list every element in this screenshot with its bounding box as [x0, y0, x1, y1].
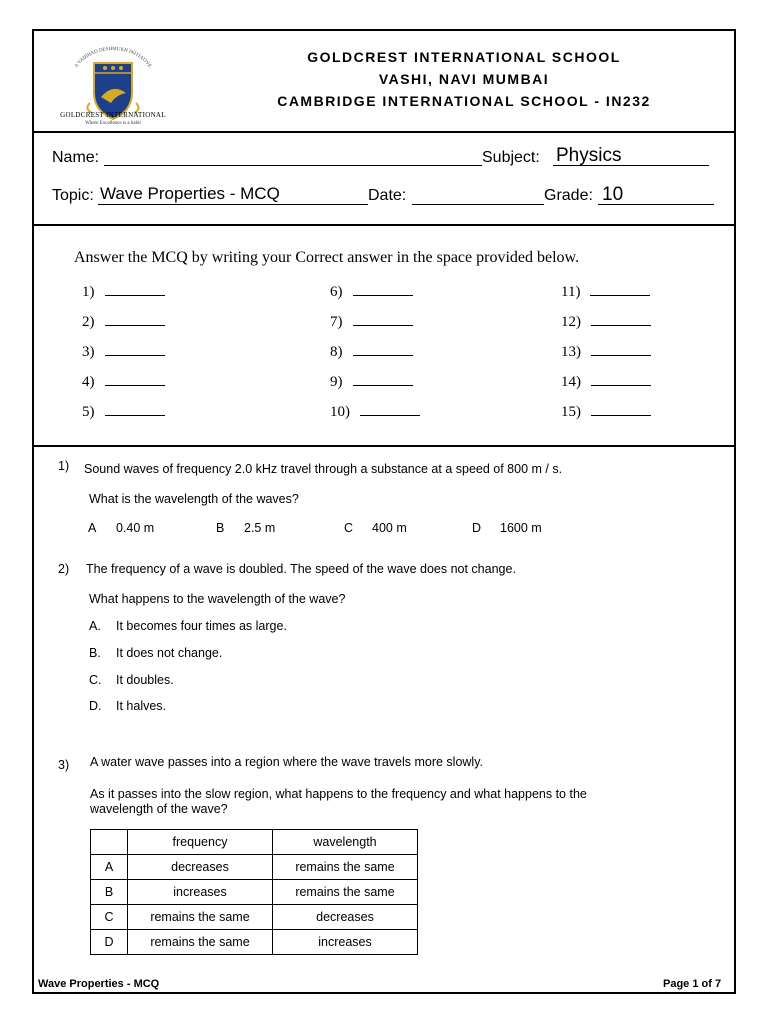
answer-slot[interactable]: [561, 313, 651, 331]
option-letter: C: [344, 521, 354, 535]
table-cell: increases: [128, 880, 273, 905]
answer-blank[interactable]: [591, 373, 651, 386]
topic-field[interactable]: [98, 204, 368, 205]
topic-value: Wave Properties - MCQ: [100, 184, 280, 203]
grade-label: Grade:: [544, 187, 593, 204]
answer-blank[interactable]: [353, 373, 413, 386]
answer-slot[interactable]: [330, 283, 413, 301]
footer-page-number: Page 1 of 7: [663, 978, 722, 990]
answers-divider: [34, 445, 734, 447]
answer-number: 3): [82, 344, 95, 360]
question-3-text: A water wave passes into a region where the wave travels more slowly.: [90, 755, 484, 769]
subject-value: Physics: [556, 145, 622, 166]
name-field[interactable]: [104, 165, 482, 166]
answer-number: 9): [330, 374, 343, 390]
question-2-number: 2): [58, 562, 70, 576]
answer-number: 6): [330, 284, 343, 300]
table-cell: remains the same: [128, 905, 273, 930]
table-cell: A: [91, 855, 128, 880]
fields-divider: [34, 224, 734, 226]
option-letter: A.: [89, 619, 101, 633]
school-name: GOLDCREST INTERNATIONAL SCHOOL: [307, 49, 621, 65]
answer-blank[interactable]: [353, 343, 413, 356]
table-cell: decreases: [128, 855, 273, 880]
svg-text:A VAIBHAO DESHMUKH INITIATIVE: A VAIBHAO DESHMUKH INITIATIVE: [74, 46, 152, 69]
table-cell: remains the same: [273, 855, 418, 880]
answer-blank[interactable]: [105, 283, 165, 296]
answer-slot[interactable]: [82, 403, 165, 421]
option-text: It doubles.: [116, 673, 174, 687]
table-cell: decreases: [273, 905, 418, 930]
page-frame: [32, 29, 736, 994]
answer-blank[interactable]: [591, 313, 651, 326]
table-cell: D: [91, 930, 128, 955]
answer-number: 5): [82, 404, 95, 420]
option-text: It does not change.: [116, 646, 223, 660]
answer-number: 2): [82, 314, 95, 330]
answer-number: 11): [561, 284, 581, 300]
table-header-cell: frequency: [128, 830, 273, 855]
grade-value: 10: [602, 184, 624, 205]
answer-slot[interactable]: [561, 403, 651, 421]
table-cell: B: [91, 880, 128, 905]
answer-slot[interactable]: [330, 403, 420, 421]
table-header-row: [91, 830, 418, 855]
option-text: 0.40 m: [116, 521, 155, 535]
answer-number: 4): [82, 374, 95, 390]
date-field[interactable]: [412, 204, 544, 205]
table-cell: remains the same: [273, 880, 418, 905]
answer-number: 15): [561, 404, 581, 420]
logo-tagline: Where Excellence is a habit: [85, 121, 141, 126]
question-3-subtext-2: wavelength of the wave?: [90, 802, 228, 816]
option-text: It becomes four times as large.: [116, 619, 287, 633]
table-row: [91, 930, 418, 955]
answer-blank[interactable]: [105, 373, 165, 386]
answer-slot[interactable]: [330, 373, 413, 391]
answer-blank[interactable]: [105, 343, 165, 356]
question-1-subtext: What is the wavelength of the waves?: [89, 492, 299, 506]
table-row: [91, 855, 418, 880]
question-3-number: 3): [58, 758, 70, 772]
instructions: Answer the MCQ by writing your Correct answer in the space provided below.: [74, 249, 580, 266]
school-affiliation: CAMBRIDGE INTERNATIONAL SCHOOL - IN232: [277, 93, 651, 109]
question-1-text: Sound waves of frequency 2.0 kHz travel through a substance at a speed of 800 m / s.: [84, 462, 563, 476]
table-row: [91, 905, 418, 930]
option-text: 400 m: [372, 521, 407, 535]
answer-number: 8): [330, 344, 343, 360]
answer-slot[interactable]: [82, 343, 165, 361]
answer-number: 12): [561, 314, 581, 330]
answer-number: 10): [330, 404, 350, 420]
answer-blank[interactable]: [353, 283, 413, 296]
question-3-subtext-1: As it passes into the slow region, what happens to the frequency and what happens to the: [90, 787, 587, 801]
table-row: [91, 880, 418, 905]
answer-slot[interactable]: [561, 343, 651, 361]
table-cell: increases: [273, 930, 418, 955]
table-header-cell: wavelength: [273, 830, 418, 855]
question-2-text: The frequency of a wave is doubled. The speed of the wave does not change.: [86, 562, 516, 576]
table-cell: C: [91, 905, 128, 930]
answer-slot[interactable]: [82, 313, 165, 331]
answer-slot[interactable]: [82, 373, 165, 391]
topic-label: Topic:: [52, 187, 94, 204]
answer-slot[interactable]: [561, 283, 650, 301]
answer-number: 14): [561, 374, 581, 390]
question-3-table: [90, 829, 418, 955]
option-letter: D: [472, 521, 482, 535]
answer-slot[interactable]: [330, 343, 413, 361]
date-label: Date:: [368, 187, 407, 204]
option-letter: C.: [89, 673, 102, 687]
answer-slot[interactable]: [82, 283, 165, 301]
answer-slot[interactable]: [561, 373, 651, 391]
table-cell: remains the same: [128, 930, 273, 955]
school-location: VASHI, NAVI MUMBAI: [378, 71, 550, 87]
answer-number: 7): [330, 314, 343, 330]
answer-blank[interactable]: [590, 283, 650, 296]
question-1-number: 1): [58, 459, 70, 473]
table-header-cell: [91, 830, 128, 855]
footer-title: Wave Properties - MCQ: [38, 978, 160, 990]
option-letter: A: [88, 521, 97, 535]
answer-blank[interactable]: [353, 313, 413, 326]
answer-slot[interactable]: [330, 313, 413, 331]
subject-label: Subject:: [482, 149, 540, 166]
option-letter: B.: [89, 646, 101, 660]
answer-blank[interactable]: [105, 313, 165, 326]
option-letter: D.: [89, 699, 102, 713]
question-2-subtext: What happens to the wavelength of the wave?: [89, 592, 346, 606]
answer-number: 1): [82, 284, 95, 300]
answer-number: 13): [561, 344, 581, 360]
answer-blank[interactable]: [591, 403, 651, 416]
option-text: 1600 m: [500, 521, 542, 535]
option-letter: B: [216, 521, 225, 535]
logo-name: GOLDCREST INTERNATIONAL: [60, 111, 166, 119]
option-text: It halves.: [116, 699, 167, 713]
header-divider: [34, 131, 734, 133]
answer-blank[interactable]: [105, 403, 165, 416]
answer-blank[interactable]: [360, 403, 420, 416]
answer-blank[interactable]: [591, 343, 651, 356]
name-label: Name:: [52, 149, 100, 166]
option-text: 2.5 m: [244, 521, 276, 535]
